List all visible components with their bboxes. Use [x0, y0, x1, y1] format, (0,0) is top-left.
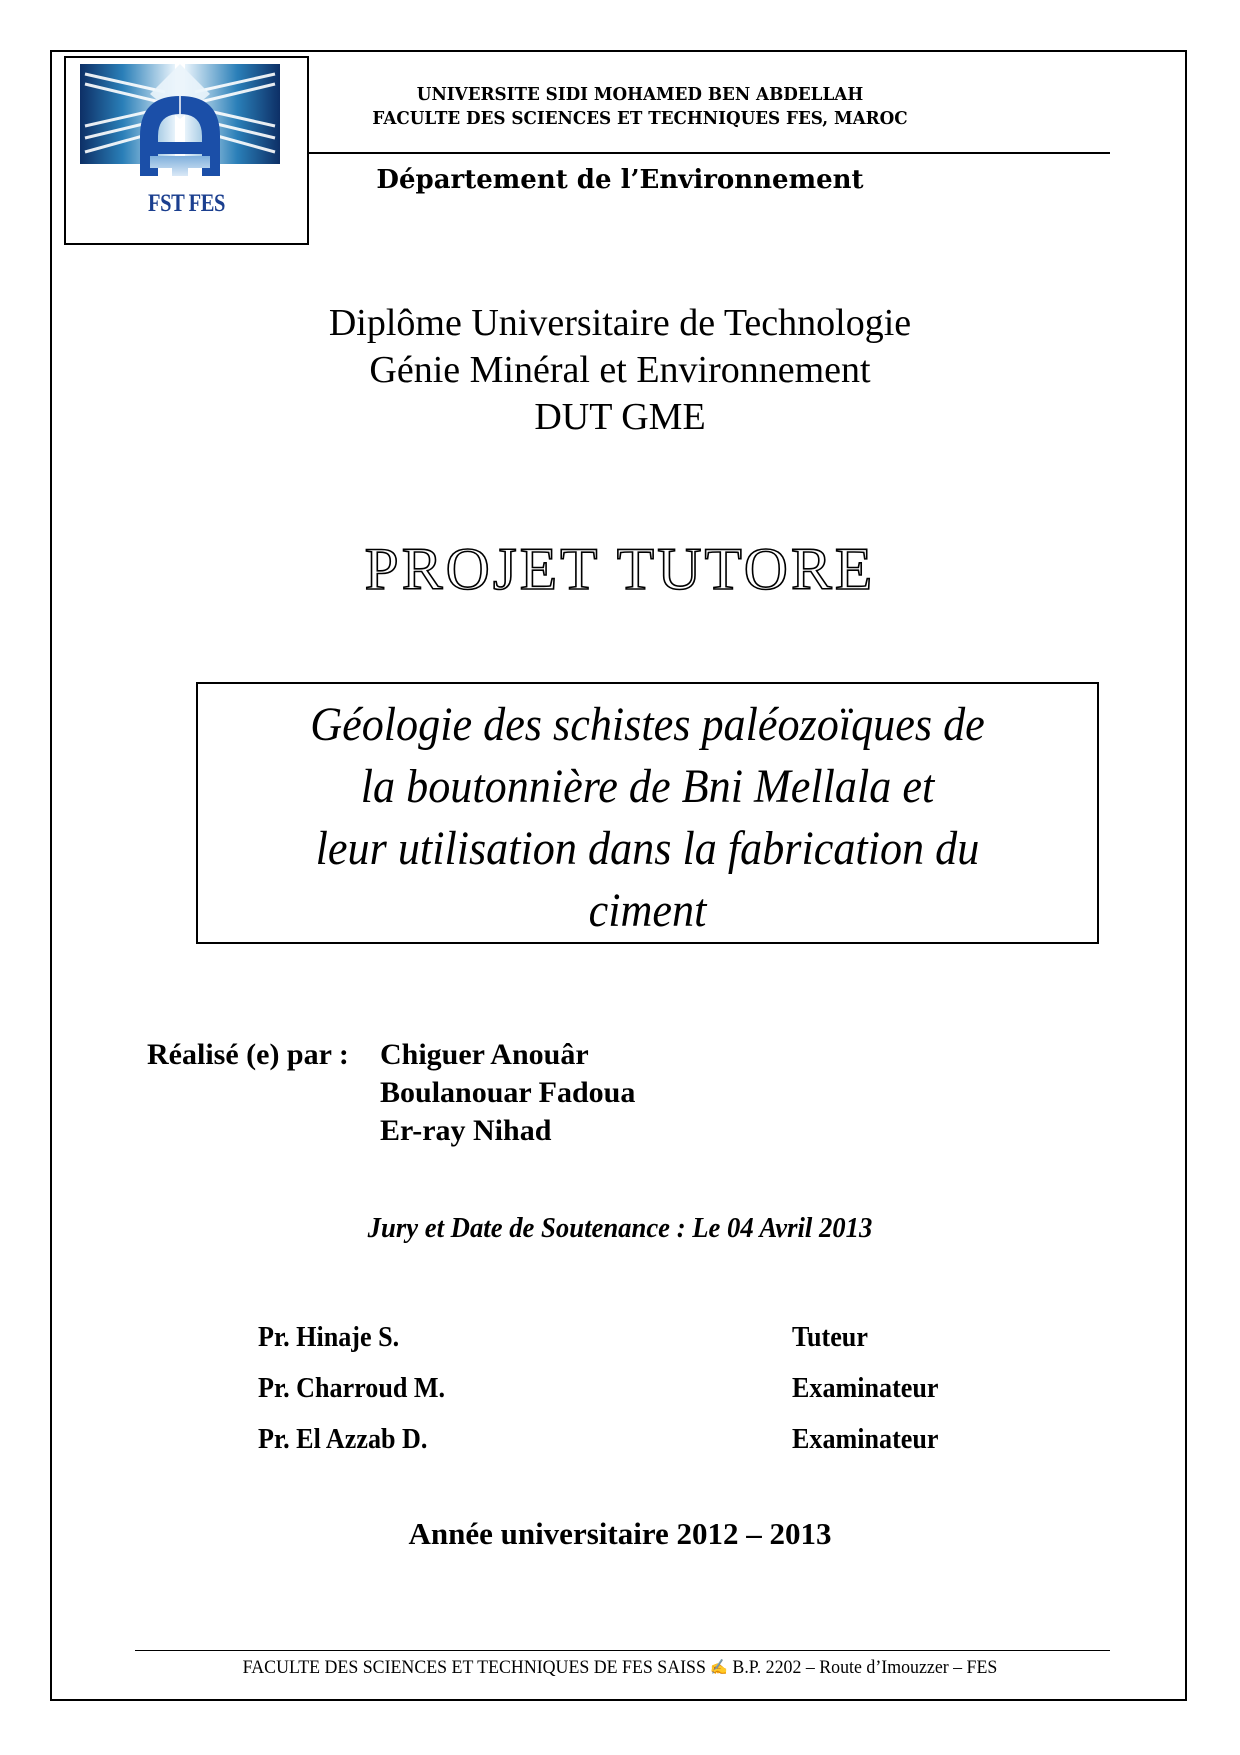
authors-label: Réalisé (e) par :: [147, 1038, 349, 1071]
diploma-line: Génie Minéral et Environnement: [369, 349, 871, 391]
logo-box: [64, 56, 309, 245]
footer-faculty: FACULTE DES SCIENCES ET TECHNIQUES DE FES SAISS: [242, 1657, 706, 1678]
fst-fes-logo-icon: [80, 64, 280, 176]
title-line: la boutonnière de Bni Mellala et: [360, 760, 935, 813]
logo-text: FST FES: [147, 190, 226, 217]
project-label: PROJET TUTORE: [364, 536, 876, 602]
jury-member-role: Tuteur: [792, 1321, 868, 1353]
title-box: [196, 682, 1099, 944]
jury-row: [258, 1414, 1058, 1465]
footer-address: [37, 1657, 1203, 1679]
diploma-line: Diplôme Universitaire de Technologie: [328, 302, 912, 344]
diploma-line: DUT GME: [534, 396, 706, 438]
jury-member-name: Pr. Hinaje S.: [258, 1321, 400, 1353]
jury-member-role: Examinateur: [792, 1372, 939, 1404]
jury-member-name: Pr. Charroud M.: [258, 1372, 446, 1404]
jury-member-role: Examinateur: [792, 1423, 939, 1455]
faculty-name: FACULTE DES SCIENCES ET TECHNIQUES FES, MAROC: [372, 109, 908, 129]
footer-rule: [135, 1650, 1110, 1651]
title-line: leur utilisation dans la fabrication du: [315, 822, 980, 875]
department-name: Département de l’Environnement: [376, 165, 864, 195]
jury-row: [258, 1363, 1058, 1414]
university-name: UNIVERSITE SIDI MOHAMED BEN ABDELLAH: [416, 85, 864, 105]
memo-icon: ✍: [710, 1660, 728, 1676]
jury-member-name: Pr. El Azzab D.: [258, 1423, 428, 1455]
header-rule: [308, 152, 1110, 154]
institution-header: [323, 83, 957, 131]
footer-postal-address: B.P. 2202 – Route d’Imouzzer – FES: [732, 1657, 998, 1678]
author-names: [380, 1036, 635, 1150]
project-title: [234, 694, 1061, 942]
title-line: Géologie des schistes paléozoïques de: [310, 698, 985, 751]
author-name: Boulanouar Fadoua: [380, 1076, 636, 1109]
author-name: Chiguer Anouâr: [380, 1038, 589, 1071]
academic-year: Année universitaire 2012 – 2013: [408, 1516, 832, 1551]
defense-date: Jury et Date de Soutenance : Le 04 Avril 2013: [367, 1212, 873, 1244]
diploma-block: [0, 300, 1240, 441]
jury-list: [258, 1312, 1058, 1465]
jury-row: [258, 1312, 1058, 1363]
title-line: ciment: [588, 884, 707, 937]
author-name: Er-ray Nihad: [380, 1114, 552, 1147]
